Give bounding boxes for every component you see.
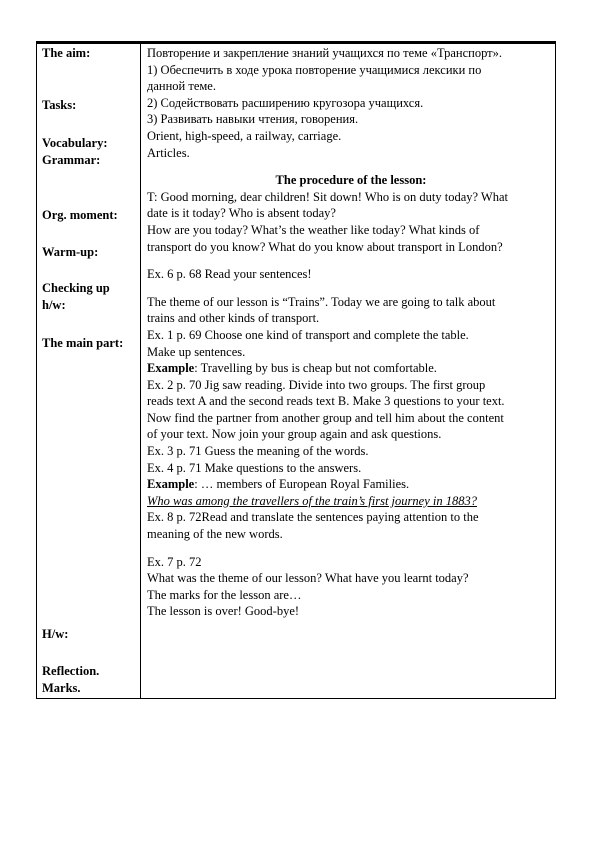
main-line-5: Ex. 2 p. 70 Jig saw reading. Divide into two groups. The first group (147, 377, 486, 392)
label-main-part: The main part: (42, 336, 124, 350)
main-line-4: Make up sentences. (147, 344, 246, 359)
column-divider (140, 42, 141, 698)
checking-text: Ex. 6 p. 68 Read your sentences! (147, 267, 312, 282)
label-tasks: Tasks: (42, 98, 77, 112)
main-line-6: reads text A and the second reads text B. Make 3 questions to your text. (147, 394, 505, 409)
reflection-line-2: The marks for the lesson are… (147, 587, 302, 602)
label-hw: H/w: (42, 627, 69, 641)
task-2: 2) Содействовать расширению кругозора учащихся. (147, 95, 424, 110)
task-1-line-2: данной теме. (147, 79, 216, 94)
example-1-text: : Travelling by bus is cheap but not comfortable. (194, 361, 437, 376)
label-checking-up: Checking up (42, 281, 110, 295)
task-1-line-1: 1) Обеспечить в ходе урока повторение учащимися лексики по (147, 62, 482, 77)
main-line-9: Ex. 3 p. 71 Guess the meaning of the words. (147, 444, 369, 459)
label-marks: Marks. (42, 681, 81, 695)
org-line-2: date is it today? Who is absent today? (147, 206, 336, 221)
org-line-1: T: Good morning, dear children! Sit down! Who is on duty today? What (147, 189, 509, 204)
hw-text: Ex. 7 p. 72 (147, 554, 202, 569)
example-1 (147, 360, 555, 377)
main-line-10: Ex. 4 p. 71 Make questions to the answers. (147, 460, 362, 475)
reflection-line-1: What was the theme of our lesson? What have you learnt today? (147, 571, 469, 586)
main-line-7: Now find the partner from another group and tell him about the content (147, 410, 504, 425)
task-3: 3) Развивать навыки чтения, говорения. (147, 112, 359, 127)
warm-up-line-1: How are you today? What’s the weather like today? What kinds of (147, 222, 480, 237)
main-line-12: meaning of the new words. (147, 527, 283, 542)
example-2-label: Example (147, 477, 195, 492)
grammar-text: Articles. (147, 145, 190, 160)
label-reflection: Reflection. (42, 664, 100, 678)
warm-up-line-2: transport do you know? What do you know about transport in London? (147, 239, 503, 254)
main-line-2: trains and other kinds of transport. (147, 311, 320, 326)
label-aim: The aim: (42, 46, 91, 60)
example-1-label: Example (147, 361, 195, 376)
main-line-1: The theme of our lesson is “Trains”. Today we are going to talk about (147, 294, 496, 309)
content-column (147, 45, 555, 620)
example-2 (147, 476, 555, 493)
main-line-3: Ex. 1 p. 69 Choose one kind of transport and complete the table. (147, 327, 469, 342)
procedure-title: The procedure of the lesson: (275, 173, 427, 188)
lesson-plan-table (36, 41, 556, 699)
example-2-text: : … members of European Royal Families. (194, 477, 410, 492)
label-vocabulary: Vocabulary: (42, 136, 108, 150)
label-warm-up: Warm-up: (42, 245, 99, 259)
main-line-8: of your text. Now join your group again and ask questions. (147, 427, 442, 442)
label-grammar: Grammar: (42, 153, 101, 167)
label-checking-hw: h/w: (42, 298, 66, 312)
aim-text: Повторение и закрепление знаний учащихся по теме «Транспорт». (147, 46, 503, 60)
question-text: Who was among the travellers of the train’s first journey in 1883? (147, 493, 477, 508)
label-org-moment: Org. moment: (42, 208, 118, 222)
main-line-11: Ex. 8 p. 72Read and translate the sentences paying attention to the (147, 510, 479, 525)
vocabulary-text: Orient, high-speed, a railway, carriage. (147, 128, 342, 143)
reflection-line-3: The lesson is over! Good-bye! (147, 604, 300, 619)
